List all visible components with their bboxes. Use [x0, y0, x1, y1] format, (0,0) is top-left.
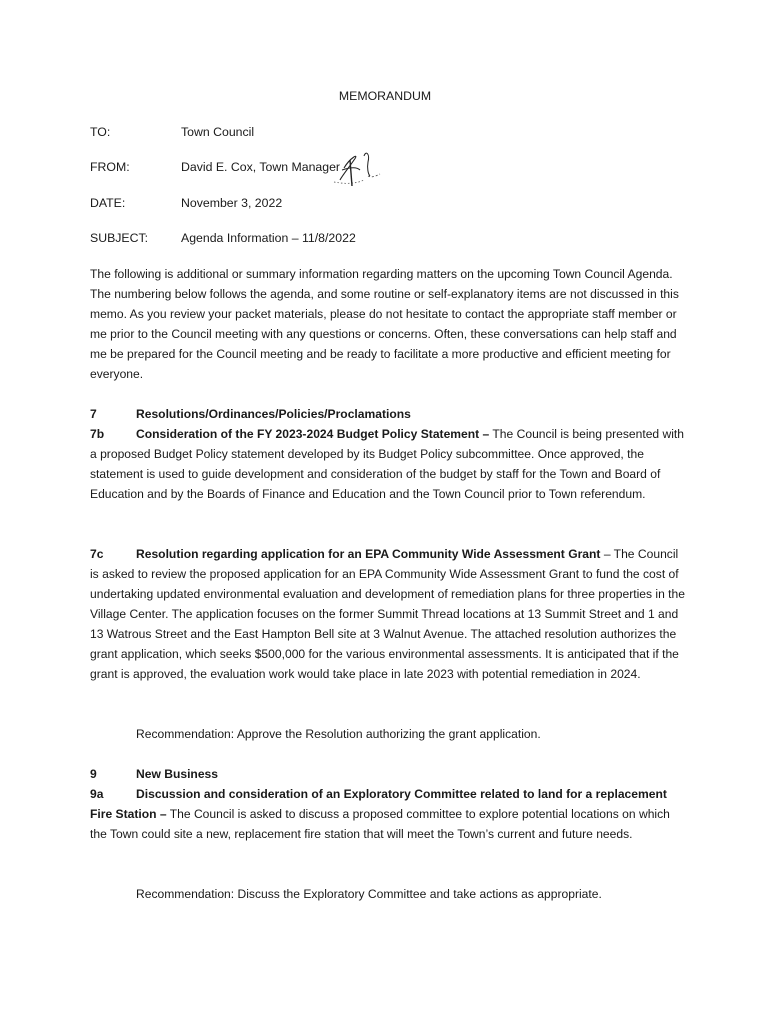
item-7b-title: Consideration of the FY 2023-2024 Budget Policy Statement –	[136, 427, 490, 441]
to-label: TO:	[90, 125, 111, 139]
item-7c-title: Resolution regarding application for an EPA Community Wide Assessment Grant	[136, 547, 601, 561]
subject-line	[90, 231, 356, 245]
section-7-heading	[90, 404, 411, 424]
section-7-number: 7	[90, 407, 97, 421]
section-7-title: Resolutions/Ordinances/Policies/Proclamations	[136, 407, 411, 421]
item-9a	[90, 784, 686, 844]
section-9-number: 9	[90, 767, 97, 781]
item-7c	[90, 544, 686, 684]
section-9-title: New Business	[136, 767, 218, 781]
item-7b	[90, 424, 686, 504]
item-7c-number: 7c	[90, 547, 104, 561]
item-9a-number: 9a	[90, 787, 104, 801]
from-value: David E. Cox, Town Manager	[181, 160, 341, 174]
to-value: Town Council	[181, 125, 255, 139]
date-line	[90, 196, 282, 210]
section-9-heading	[90, 764, 218, 784]
item-9a-title: Discussion and consideration of an Exploratory Committee related to land for a replacement Fire Station –	[90, 787, 667, 821]
item-7c-recommendation: Recommendation: Approve the Resolution authorizing the grant application.	[136, 727, 541, 741]
signature-mark	[330, 146, 384, 188]
item-7b-body: The Council is being presented with a proposed Budget Policy statement developed by its Budget Policy subcommittee. Once approved, the statement is used to guide development and consideration of the budget by staff for the Town and Board of Education and by the Boards of Finance and Education and the Town Council prior to Town referendum.	[90, 427, 685, 501]
item-9a-body: The Council is asked to discuss a proposed committee to explore potential locations on which the Town could site a new, replacement fire station that will meet the Town’s current and future needs.	[90, 807, 670, 841]
date-label: DATE:	[90, 196, 126, 210]
item-7c-body: – The Council is asked to review the proposed application for an EPA Community Wide Assessment Grant to fund the cost of undertaking updated environmental evaluation and development of remediation plans for three properties in the Village Center. The application focuses on the former Summit Thread locations at 13 Summit Street and 1 and 13 Watrous Street and the East Hampton Bell site at 3 Walnut Avenue. The attached resolution authorizes the grant application, which seeks $500,000 for the various environmental assessments. It is anticipated that if the grant is approved, the evaluation work would take place in late 2023 with potential remediation in 2024.	[90, 547, 685, 681]
date-value: November 3, 2022	[181, 196, 283, 210]
item-7b-number: 7b	[90, 427, 105, 441]
intro-paragraph: The following is additional or summary information regarding matters on the upcoming Town Council Agenda. The numbering below follows the agenda, and some routine or self-explanatory items are not discussed in this memo. As you review your packet materials, please do not hesitate to contact the appropriate staff member or me prior to the Council meeting with any questions or concerns. Often, these conversations can help staff and me be prepared for the Council meeting and be ready to facilitate a more productive and efficient meeting for everyone.	[90, 267, 679, 381]
memo-title: MEMORANDUM	[338, 89, 432, 103]
to-line	[90, 125, 254, 139]
from-label: FROM:	[90, 160, 130, 174]
item-9a-recommendation: Recommendation: Discuss the Exploratory Committee and take actions as appropriate.	[136, 887, 602, 901]
from-line	[90, 160, 340, 174]
subject-label: SUBJECT:	[90, 231, 149, 245]
subject-value: Agenda Information – 11/8/2022	[181, 231, 356, 245]
